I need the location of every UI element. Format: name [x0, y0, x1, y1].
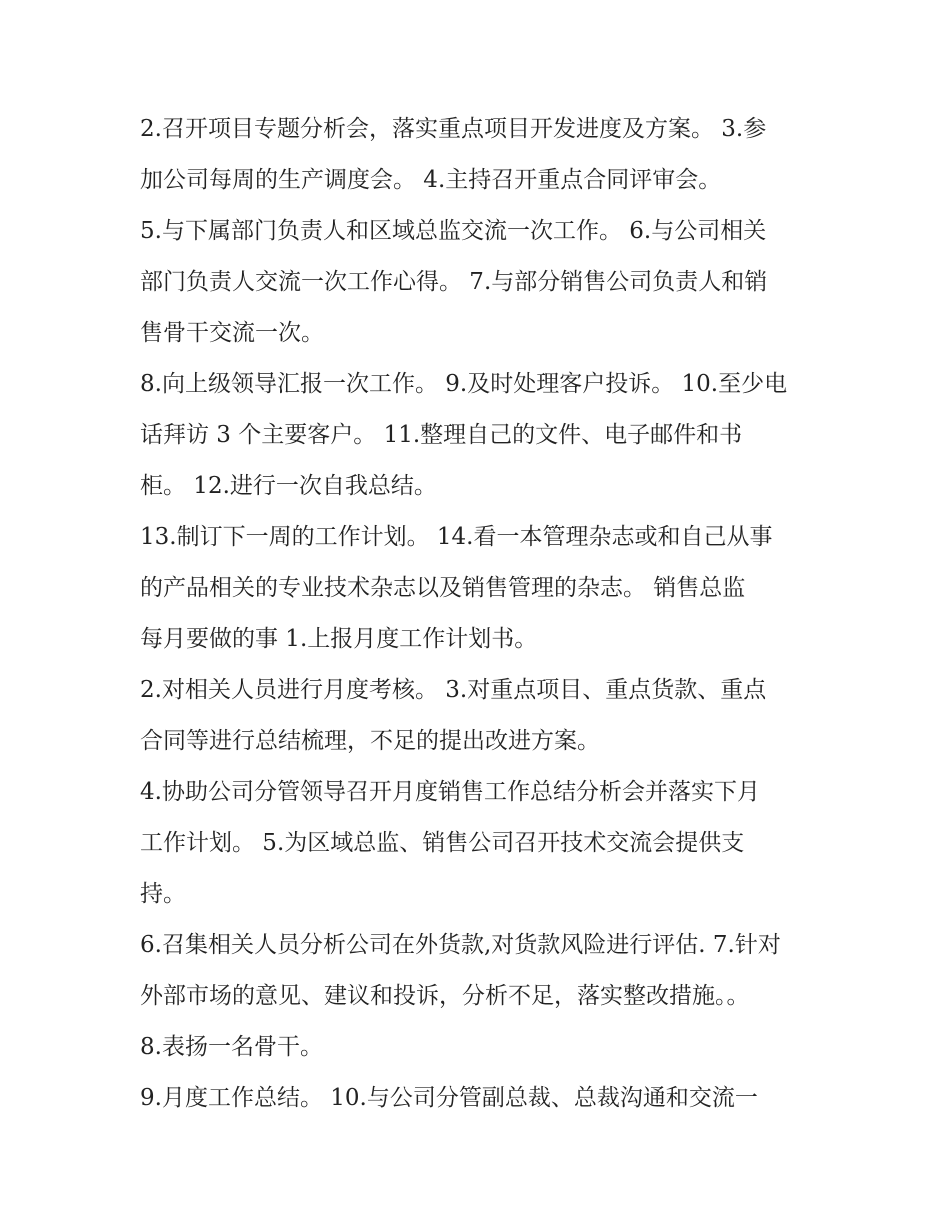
text-line: 工作计划。 5.为区域总监、销售公司召开技术交流会提供支: [140, 830, 745, 856]
text-line: 4.协助公司分管领导召开月度销售工作总结分析会并落实下月: [140, 779, 760, 805]
text-line: 话拜访 3 个主要客户。 11.整理自己的文件、电子邮件和书: [140, 422, 743, 448]
text-line: 外部市场的意见、建议和投诉，分析不足，落实整改措施。。: [140, 983, 750, 1009]
text-line: 2.对相关人员进行月度考核。 3.对重点项目、重点货款、重点: [140, 677, 767, 703]
text-line: 2.召开项目专题分析会，落实重点项目开发进度及方案。 3.参: [140, 116, 767, 142]
text-line: 柜。 12.进行一次自我总结。: [140, 473, 437, 499]
text-line: 加公司每周的生产调度会。 4.主持召开重点合同评审会。: [140, 167, 722, 193]
text-line: 5.与下属部门负责人和区域总监交流一次工作。 6.与公司相关: [140, 218, 767, 244]
document-body: [140, 104, 830, 1124]
text-line: 部门负责人交流一次工作心得。 7.与部分销售公司负责人和销: [140, 269, 768, 295]
text-line: 的产品相关的专业技术杂志以及销售管理的杂志。 销售总监: [140, 575, 746, 601]
text-line: 持。: [140, 881, 186, 907]
text-line: 售骨干交流一次。: [140, 320, 324, 346]
text-line: 每月要做的事 1.上报月度工作计划书。: [140, 626, 538, 652]
text-line: 13.制订下一周的工作计划。 14.看一本管理杂志或和自己从事: [140, 524, 773, 550]
text-line: 8.向上级领导汇报一次工作。 9.及时处理客户投诉。 10.至少电: [140, 371, 788, 397]
text-line: 9.月度工作总结。 10.与公司分管副总裁、总裁沟通和交流一: [140, 1085, 758, 1111]
text-line: 合同等进行总结梳理，不足的提出改进方案。: [140, 728, 600, 754]
text-line: 8.表扬一名骨干。: [140, 1034, 323, 1060]
text-line: 6.召集相关人员分析公司在外货款,对货款风险进行评估. 7.针对: [140, 932, 781, 958]
